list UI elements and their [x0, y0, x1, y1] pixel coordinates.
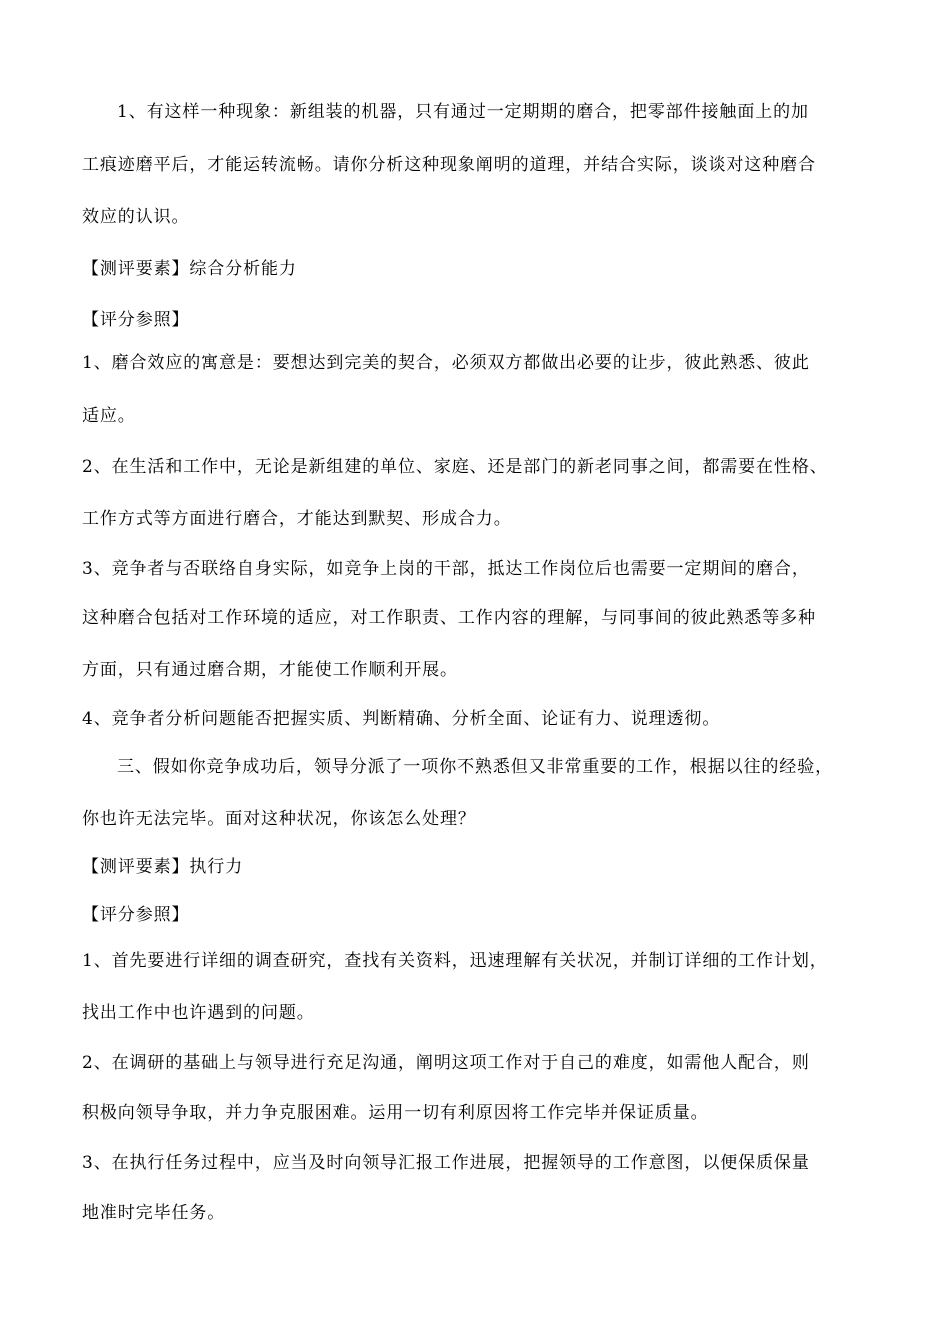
scoring-1-line-2: 适应。: [82, 406, 136, 426]
answer-1-line-2: 找出工作中也许遇到的问题。: [82, 1003, 315, 1023]
question-3-line-1: 三、假如你竞争成功后，领导分派了一项你不熟悉但又非常重要的工作，根据以往的经验，: [117, 757, 833, 777]
answer-2-line-1: 2、在调研的基础上与领导进行充足沟通，阐明这项工作对于自己的难度，如需他人配合，则: [82, 1053, 810, 1073]
question-1-line-1: 1、有这样一种现象：新组装的机器，只有通过一定期期的磨合，把零部件接触面上的加: [117, 102, 809, 122]
scoring-4-line-1: 4、竞争者分析问题能否把握实质、判断精确、分析全面、论证有力、说理透彻。: [82, 709, 721, 729]
question-1-line-2: 工痕迹磨平后，才能运转流畅。请你分析这种现象阐明的道理，并结合实际，谈谈对这种磨合: [82, 155, 816, 175]
scoring-reference-heading: 【评分参照】: [82, 310, 190, 330]
answer-1-line-1: 1、首先要进行详细的调查研究，查找有关资料，迅速理解有关状况，并制订详细的工作计划，: [82, 951, 828, 971]
question-1-line-3: 效应的认识。: [82, 207, 190, 227]
scoring-3-line-2: 这种磨合包括对工作环境的适应，对工作职责、工作内容的理解，与同事间的彼此熟悉等多种: [82, 608, 816, 628]
question-3-line-2: 你也许无法完毕。面对这种状况，你该怎么处理？: [82, 809, 476, 829]
answer-2-line-2: 积极向领导争取，并力争克服困难。运用一切有利原因将工作完毕并保证质量。: [82, 1103, 709, 1123]
scoring-2-line-1: 2、在生活和工作中，无论是新组建的单位、家庭、还是部门的新老同事之间，都需要在性格、: [82, 457, 828, 477]
answer-3-line-2: 地准时完毕任务。: [82, 1203, 226, 1223]
answer-3-line-1: 3、在执行任务过程中，应当及时向领导汇报工作进展，把握领导的工作意图，以便保质保量: [82, 1153, 810, 1173]
assessment-element-heading-2: 【测评要素】执行力: [82, 857, 244, 877]
scoring-reference-heading-2: 【评分参照】: [82, 905, 190, 925]
scoring-3-line-3: 方面，只有通过磨合期，才能使工作顺利开展。: [82, 660, 458, 680]
assessment-element-heading: 【测评要素】综合分析能力: [82, 259, 297, 279]
scoring-2-line-2: 工作方式等方面进行磨合，才能达到默契、形成合力。: [82, 509, 512, 529]
scoring-1-line-1: 1、磨合效应的寓意是：要想达到完美的契合，必须双方都做出必要的让步，彼此熟悉、彼此: [82, 353, 810, 373]
scoring-3-line-1: 3、竞争者与否联络自身实际，如竞争上岗的干部，抵达工作岗位后也需要一定期间的磨合，: [82, 559, 810, 579]
